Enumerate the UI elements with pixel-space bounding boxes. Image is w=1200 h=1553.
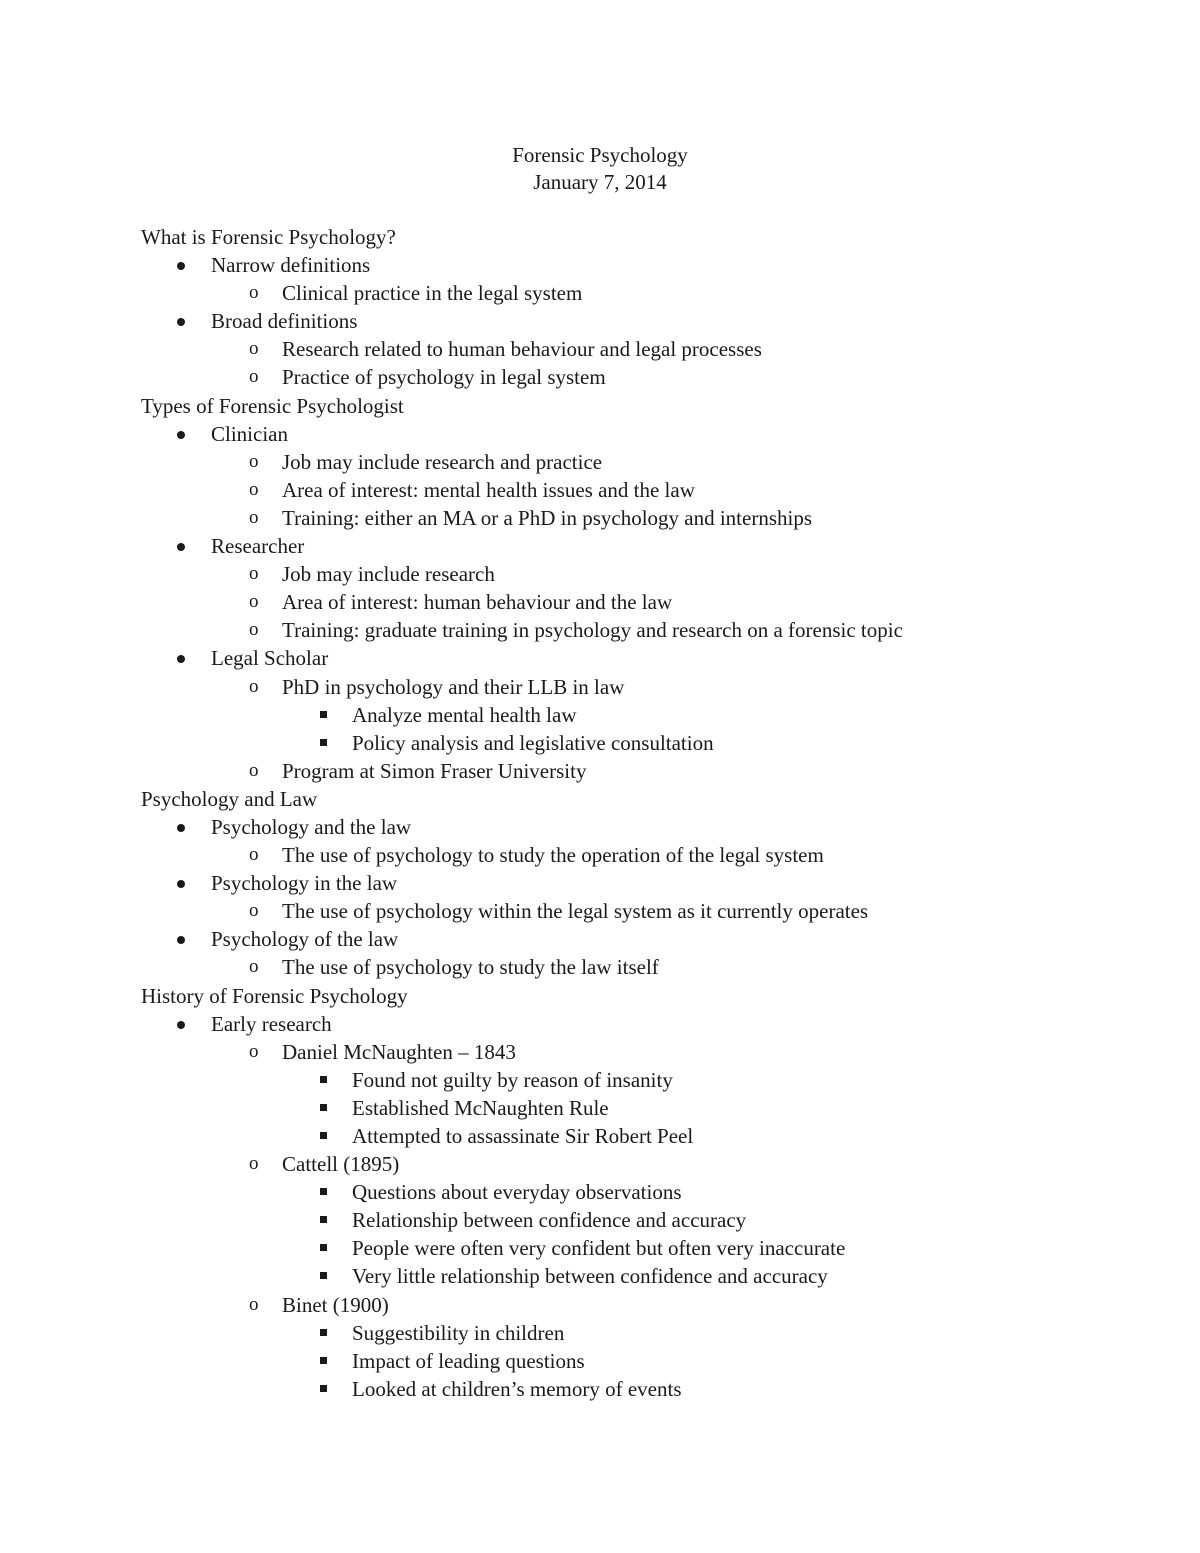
- sub-sub-list-item-text: Analyze mental health law: [352, 702, 577, 727]
- sub-list-item: [141, 616, 1141, 644]
- list-item: [141, 925, 1141, 953]
- bullet-dot-icon: [177, 655, 185, 663]
- bullet-circle-icon: o: [249, 1293, 259, 1315]
- sub-list-item-text: Area of interest: mental health issues and the law: [282, 477, 695, 502]
- sub-sub-list-item: [141, 1234, 1141, 1262]
- bullet-dot-icon: [177, 824, 185, 832]
- list-item: [141, 532, 1141, 560]
- bullet-circle-icon: o: [249, 1040, 259, 1062]
- sub-list-item-text: The use of psychology to study the operation of the legal system: [282, 843, 824, 868]
- bullet-circle-icon: o: [249, 478, 259, 500]
- sub-sub-list-item: [141, 1375, 1141, 1403]
- list-item-text: Broad definitions: [211, 309, 358, 334]
- sub-list-item: [141, 1150, 1141, 1178]
- sub-list-item-text: Area of interest: human behaviour and the law: [282, 590, 673, 615]
- bullet-square-icon: [320, 1272, 327, 1279]
- sub-sub-list-item-text: Impact of leading questions: [352, 1348, 585, 1373]
- list-item-text: Psychology of the law: [211, 927, 399, 952]
- bullet-square-icon: [320, 1244, 327, 1251]
- sub-list-item: [141, 279, 1141, 307]
- bullet-dot-icon: [177, 431, 185, 439]
- sub-list-item-text: Binet (1900): [282, 1292, 389, 1317]
- bullet-dot-icon: [177, 262, 185, 270]
- sub-list-item: [141, 588, 1141, 616]
- sub-sub-list-item: [141, 701, 1141, 729]
- sub-list-item: [141, 757, 1141, 785]
- bullet-dot-icon: [177, 880, 185, 888]
- sub-sub-list-item: [141, 1178, 1141, 1206]
- list-item-text: Psychology and the law: [211, 814, 412, 839]
- list-item: [141, 644, 1141, 672]
- sub-sub-list-item-text: Policy analysis and legislative consultation: [352, 730, 714, 755]
- bullet-circle-icon: o: [249, 675, 259, 697]
- sub-sub-list-item: [141, 1066, 1141, 1094]
- sub-list-item-text: Research related to human behaviour and legal processes: [282, 337, 762, 362]
- sub-list-item: [141, 560, 1141, 588]
- bullet-circle-icon: o: [249, 844, 259, 866]
- bullet-square-icon: [320, 1132, 327, 1139]
- sub-sub-list-item: [141, 1319, 1141, 1347]
- notes-outline: [141, 223, 1141, 1403]
- bullet-dot-icon: [177, 1021, 185, 1029]
- list-item-text: Narrow definitions: [211, 253, 371, 278]
- sub-sub-list-item: [141, 1206, 1141, 1234]
- section-heading-text: History of Forensic Psychology: [141, 983, 408, 1008]
- section-heading: [141, 223, 1141, 251]
- sub-list-item: [141, 1038, 1141, 1066]
- section-heading: [141, 785, 1141, 813]
- list-item-text: Legal Scholar: [211, 646, 329, 671]
- bullet-square-icon: [320, 1076, 327, 1083]
- sub-list-item-text: Clinical practice in the legal system: [282, 281, 583, 306]
- title-block: [0, 142, 1200, 196]
- sub-list-item-text: Daniel McNaughten – 1843: [282, 1039, 516, 1064]
- bullet-dot-icon: [177, 318, 185, 326]
- sub-sub-list-item-text: Relationship between confidence and accuracy: [352, 1208, 747, 1233]
- sub-sub-list-item: [141, 1262, 1141, 1290]
- bullet-circle-icon: o: [249, 956, 259, 978]
- sub-list-item: [141, 841, 1141, 869]
- bullet-circle-icon: o: [249, 506, 259, 528]
- bullet-square-icon: [320, 1385, 327, 1392]
- list-item-text: Early research: [211, 1011, 332, 1036]
- sub-list-item-text: Job may include research: [282, 562, 495, 587]
- section-heading-text: What is Forensic Psychology?: [141, 225, 396, 249]
- sub-list-item-text: The use of psychology within the legal system as it currently operates: [282, 899, 869, 924]
- sub-list-item: [141, 363, 1141, 391]
- sub-sub-list-item-text: Attempted to assassinate Sir Robert Peel: [352, 1124, 694, 1148]
- bullet-circle-icon: o: [249, 338, 259, 360]
- sub-sub-list-item-text: People were often very confident but often very inaccurate: [352, 1236, 846, 1261]
- bullet-square-icon: [320, 711, 327, 718]
- bullet-square-icon: [320, 1188, 327, 1195]
- sub-list-item-text: Practice of psychology in legal system: [282, 365, 606, 390]
- section-heading: [141, 392, 1141, 420]
- list-item: [141, 307, 1141, 335]
- section-heading: [141, 982, 1141, 1010]
- sub-sub-list-item-text: Questions about everyday observations: [352, 1180, 682, 1205]
- bullet-square-icon: [320, 1329, 327, 1336]
- bullet-dot-icon: [177, 543, 185, 551]
- sub-sub-list-item-text: Very little relationship between confidence and accuracy: [352, 1264, 828, 1289]
- sub-list-item-text: Training: graduate training in psychology and research on a forensic topic: [282, 618, 903, 643]
- bullet-circle-icon: o: [249, 366, 259, 388]
- document-title: Forensic Psychology: [512, 143, 688, 167]
- bullet-circle-icon: o: [249, 591, 259, 613]
- sub-list-item: [141, 953, 1141, 981]
- list-item: [141, 251, 1141, 279]
- sub-list-item: [141, 335, 1141, 363]
- sub-list-item-text: Program at Simon Fraser University: [282, 758, 587, 783]
- sub-list-item-text: Cattell (1895): [282, 1152, 400, 1177]
- sub-sub-list-item-text: Looked at children’s memory of events: [352, 1376, 682, 1401]
- sub-list-item: [141, 897, 1141, 925]
- list-item-text: Researcher: [211, 534, 305, 559]
- bullet-circle-icon: o: [249, 1153, 259, 1175]
- section-heading-text: Types of Forensic Psychologist: [141, 393, 404, 418]
- list-item: [141, 813, 1141, 841]
- sub-list-item: [141, 448, 1141, 476]
- sub-list-item-text: Job may include research and practice: [282, 449, 603, 474]
- list-item-text: Clinician: [211, 421, 288, 446]
- sub-sub-list-item: [141, 729, 1141, 757]
- bullet-circle-icon: o: [249, 450, 259, 472]
- bullet-square-icon: [320, 1357, 327, 1364]
- section-heading-text: Psychology and Law: [141, 786, 318, 811]
- list-item: [141, 869, 1141, 897]
- bullet-circle-icon: o: [249, 900, 259, 922]
- bullet-dot-icon: [177, 936, 185, 944]
- bullet-circle-icon: o: [249, 619, 259, 641]
- sub-sub-list-item-text: Suggestibility in children: [352, 1320, 565, 1345]
- list-item-text: Psychology in the law: [211, 871, 398, 896]
- list-item: [141, 420, 1141, 448]
- bullet-circle-icon: o: [249, 759, 259, 781]
- bullet-square-icon: [320, 739, 327, 746]
- sub-list-item: [141, 504, 1141, 532]
- sub-list-item-text: The use of psychology to study the law itself: [282, 955, 659, 980]
- bullet-square-icon: [320, 1104, 327, 1111]
- sub-sub-list-item: [141, 1347, 1141, 1375]
- list-item: [141, 1010, 1141, 1038]
- bullet-circle-icon: o: [249, 282, 259, 304]
- sub-list-item-text: Training: either an MA or a PhD in psychology and internships: [282, 505, 813, 530]
- sub-sub-list-item: [141, 1094, 1141, 1122]
- sub-sub-list-item-text: Found not guilty by reason of insanity: [352, 1067, 673, 1092]
- sub-list-item: [141, 1291, 1141, 1319]
- bullet-square-icon: [320, 1216, 327, 1223]
- sub-sub-list-item: [141, 1122, 1141, 1150]
- bullet-circle-icon: o: [249, 563, 259, 585]
- sub-list-item: [141, 673, 1141, 701]
- sub-list-item: [141, 476, 1141, 504]
- sub-sub-list-item-text: Established McNaughten Rule: [352, 1095, 609, 1120]
- document-date: January 7, 2014: [533, 170, 667, 194]
- sub-list-item-text: PhD in psychology and their LLB in law: [282, 674, 625, 699]
